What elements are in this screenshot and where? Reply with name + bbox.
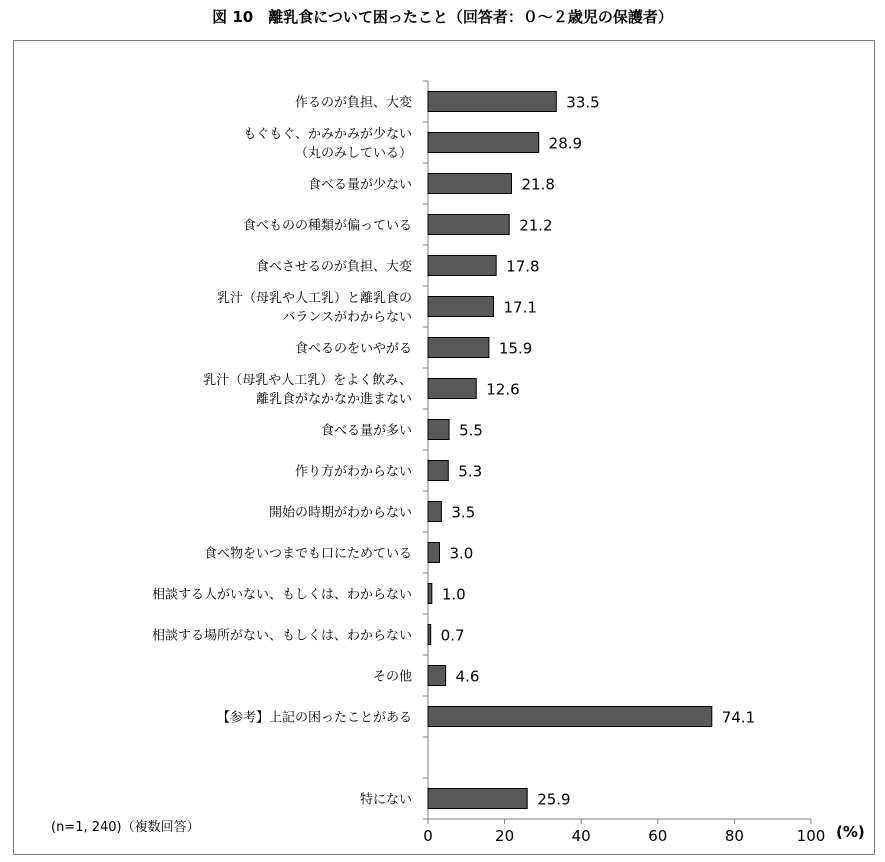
data-label: 3.5 [451,503,476,522]
category-label: 食べものの種類が偏っている [242,218,412,234]
bar [428,502,441,522]
bar [428,789,527,809]
category-label: 相談する場所がない、もしくは、わからない [151,628,412,644]
data-label: 21.2 [519,216,553,235]
bar [428,174,511,194]
category-label: 食べ物をいつまでも口にためている [203,546,412,562]
bar [428,338,489,358]
sample-note: (n=1, 240)（複数回答） [51,820,200,835]
x-tick-label: 0 [423,827,433,845]
category-label: 【参考】上記の困ったことがある [216,710,412,726]
category-label: 食べる量が少ない [307,177,412,193]
data-label: 21.8 [521,175,555,194]
data-label: 3.0 [449,544,474,563]
bar [428,420,449,440]
bar [428,461,448,481]
bar [428,215,509,235]
category-label: 食べさせるのが負担、大変 [255,259,412,275]
category-label: 特にない [359,792,412,808]
data-label: 25.9 [537,790,571,809]
data-label: 5.5 [459,421,483,440]
category-label: 乳汁（母乳や人工乳）をよく飲み、 [203,373,412,388]
category-label: 離乳食がなかなか進まない [255,392,412,407]
category-label: （丸のみしている） [294,146,412,161]
data-label: 28.9 [548,134,583,153]
x-tick-label: 40 [571,827,591,845]
category-label: 作り方がわからない [294,464,412,480]
data-label: 12.6 [486,380,520,399]
x-axis-unit-label: (%) [836,823,865,841]
category-label: 乳汁（母乳や人工乳）と離乳食の [216,291,412,306]
data-label: 1.0 [441,585,466,604]
category-label: もぐもぐ、かみかみが少ない [243,127,412,142]
x-tick-label: 20 [495,827,515,845]
category-label: その他 [372,669,412,685]
data-label: 74.1 [721,708,756,727]
x-tick-label: 80 [724,827,744,845]
x-tick-label: 100 [796,827,826,845]
bar [428,584,432,604]
data-label: 5.3 [458,462,483,481]
data-label: 0.7 [440,626,465,645]
data-label: 15.9 [498,339,533,358]
bar [428,297,493,317]
bar [428,543,439,563]
category-label: 作るのが負担、大変 [294,95,412,111]
bar [428,92,556,112]
category-label: 食べるのをいやがる [294,341,412,357]
bar [428,625,431,645]
data-label: 33.5 [566,93,600,112]
category-label: 食べる量が多い [320,423,412,439]
category-label: 開始の時期がわからない [268,505,412,521]
chart-title: 図 10 離乳食について困ったこと（回答者：０～２歳児の保護者） [212,8,673,26]
bar [428,707,712,727]
data-label: 17.1 [503,298,537,317]
data-label: 17.8 [506,257,540,276]
bar [428,666,446,686]
category-label: 相談する人がいない、もしくは、わからない [151,587,412,603]
data-label: 4.6 [455,667,480,686]
bar [428,379,476,399]
bar [428,256,496,276]
bar [428,133,539,153]
x-tick-label: 60 [648,827,668,845]
category-label: バランスがわからない [282,310,412,325]
